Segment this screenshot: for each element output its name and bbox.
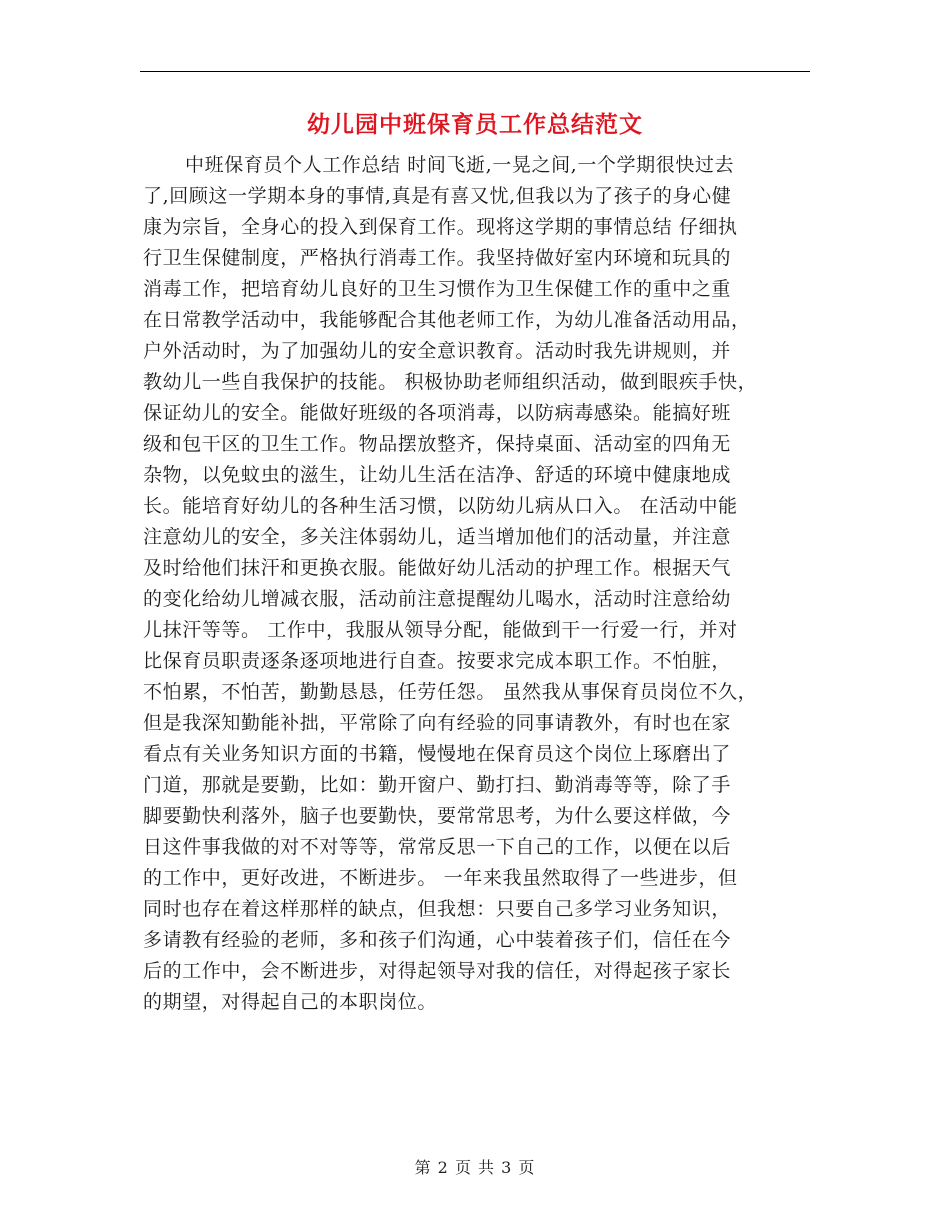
body-line: 同时也存在着这样那样的缺点，但我想：只要自己多学习业务知识， xyxy=(143,898,732,920)
body-line: 多请教有经验的老师，多和孩子们沟通，心中装着孩子们，信任在今 xyxy=(143,929,732,951)
body-line: 消毒工作，把培育幼儿良好的卫生习惯作为卫生保健工作的重中之重 xyxy=(143,278,732,300)
body-line: 注意幼儿的安全，多关注体弱幼儿，适当增加他们的活动量，并注意 xyxy=(143,526,732,548)
body-line: 级和包干区的卫生工作。物品摆放整齐，保持桌面、活动室的四角无 xyxy=(143,433,732,455)
body-line: 杂物，以免蚊虫的滋生，让幼儿生活在洁净、舒适的环境中健康地成 xyxy=(143,464,732,486)
body-line: 行卫生保健制度，严格执行消毒工作。我坚持做好室内环境和玩具的 xyxy=(143,247,732,269)
body-line: 保证幼儿的安全。能做好班级的各项消毒，以防病毒感染。能搞好班 xyxy=(143,402,732,424)
body-line: 儿抹汗等等。 工作中，我服从领导分配，能做到干一行爱一行，并对 xyxy=(143,619,738,641)
body-line: 户外活动时，为了加强幼儿的安全意识教育。活动时我先讲规则，并 xyxy=(143,340,732,362)
body-line: 及时给他们抹汗和更换衣服。能做好幼儿活动的护理工作。根据天气 xyxy=(143,557,732,579)
document-title: 幼儿园中班保育员工作总结范文 xyxy=(307,111,643,138)
body-line: 中班保育员个人工作总结 时间飞逝,一晃之间,一个学期很快过去 xyxy=(185,154,735,176)
body-line: 康为宗旨，全身心的投入到保育工作。现将这学期的事情总结 仔细执 xyxy=(143,216,738,238)
body-line: 长。能培育好幼儿的各种生活习惯，以防幼儿病从口入。 在活动中能 xyxy=(143,495,738,517)
body-line: 后的工作中，会不断进步，对得起领导对我的信任，对得起孩子家长 xyxy=(143,960,732,982)
body-line: 的期望，对得起自己的本职岗位。 xyxy=(143,991,438,1013)
page-number: 第 2 页 共 3 页 xyxy=(414,1158,536,1177)
body-line: 在日常教学活动中，我能够配合其他老师工作，为幼儿准备活动用品， xyxy=(143,309,751,331)
body-line: 教幼儿一些自我保护的技能。 积极协助老师组织活动，做到眼疾手快， xyxy=(143,371,758,393)
body-line: 比保育员职责逐条逐项地进行自查。按要求完成本职工作。不怕脏， xyxy=(143,650,732,672)
body-line: 的工作中，更好改进，不断进步。 一年来我虽然取得了一些进步，但 xyxy=(143,867,738,889)
document-body xyxy=(143,150,813,1018)
body-line: 脚要勤快利落外，脑子也要勤快，要常常思考，为什么要这样做，今 xyxy=(143,805,732,827)
body-line: 门道，那就是要勤，比如：勤开窗户、勤打扫、勤消毒等等，除了手 xyxy=(143,774,732,796)
body-line: 不怕累，不怕苦，勤勤恳恳，任劳任怨。 虽然我从事保育员岗位不久， xyxy=(143,681,758,703)
body-line: 了,回顾这一学期本身的事情,真是有喜又忧,但我以为了孩子的身心健 xyxy=(143,185,732,207)
body-line: 看点有关业务知识方面的书籍，慢慢地在保育员这个岗位上琢磨出了 xyxy=(143,743,732,765)
header-rule xyxy=(140,71,810,72)
body-line: 但是我深知勤能补拙，平常除了向有经验的同事请教外，有时也在家 xyxy=(143,712,732,734)
body-line: 日这件事我做的对不对等等，常常反思一下自己的工作，以便在以后 xyxy=(143,836,732,858)
body-line: 的变化给幼儿增减衣服，活动前注意提醒幼儿喝水，活动时注意给幼 xyxy=(143,588,732,610)
